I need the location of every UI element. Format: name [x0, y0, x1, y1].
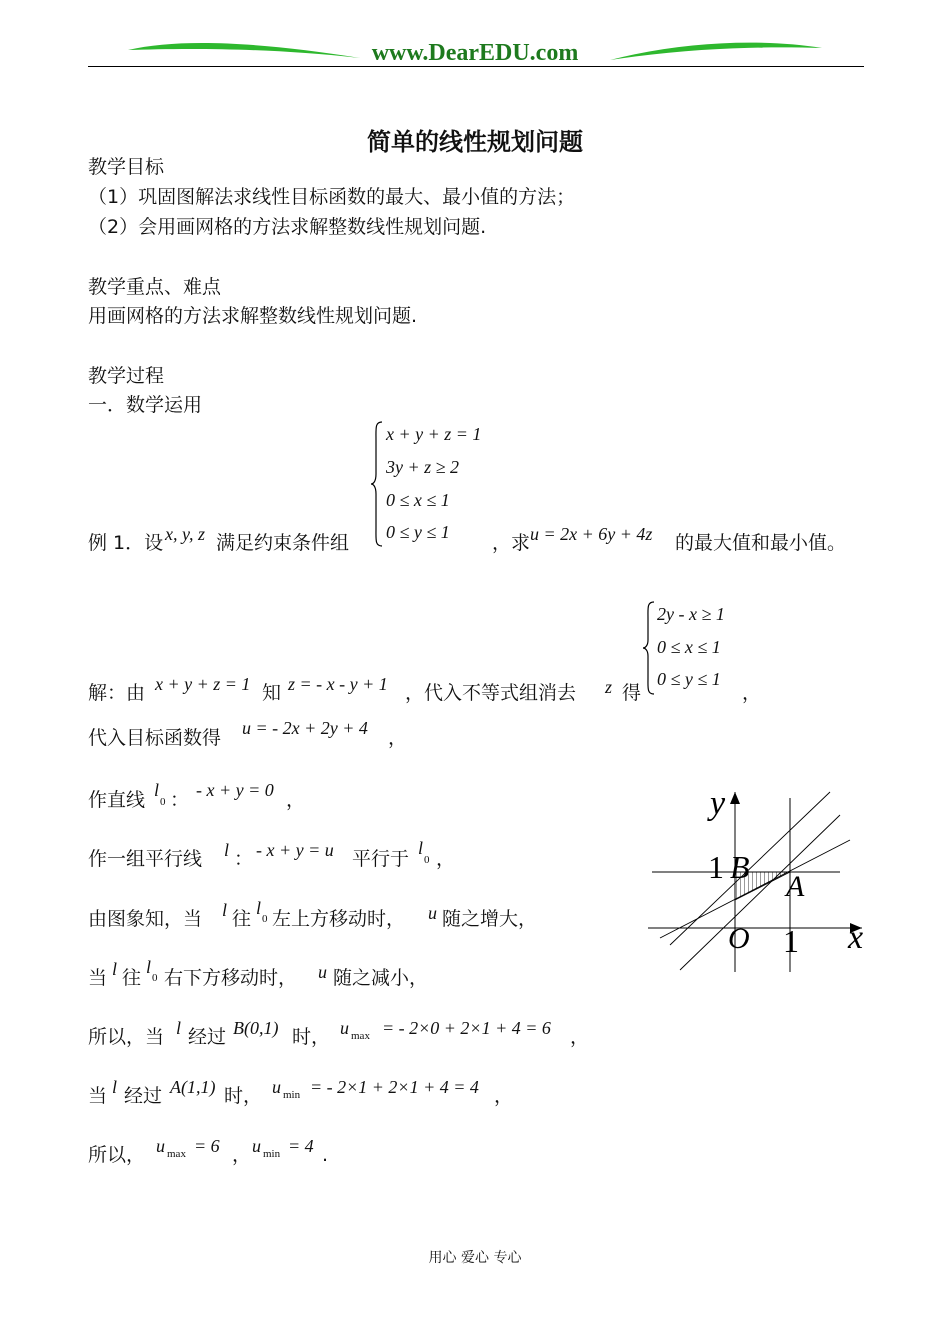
line-subscript: 0 — [424, 854, 430, 866]
solution-text: ， — [232, 1144, 252, 1166]
example-objective: u = 2x + 6y + 4z — [530, 524, 653, 544]
point-b: B(0,1) — [233, 1018, 279, 1038]
u-subscript: max — [351, 1030, 370, 1042]
process-heading: 教学过程 — [88, 365, 165, 387]
solution-text: 时， — [292, 1026, 331, 1048]
objective-item: （1）巩固图解法求线性目标函数的最大、最小值的方法； — [88, 186, 576, 208]
line-symbol: l — [224, 840, 230, 860]
site-logo-text: www.DearEDU.com — [371, 40, 579, 66]
solution-text: ， — [494, 1085, 514, 1107]
constraint: 0 ≤ x ≤ 1 — [386, 490, 450, 510]
page-footer: 用心 爱心 专心 — [428, 1250, 522, 1266]
example-vars: x, y, z — [165, 524, 205, 544]
point-b-label: B — [730, 849, 750, 885]
point-a-label: A — [786, 870, 805, 903]
line-symbol: l — [112, 1077, 118, 1097]
solution-var: z — [605, 677, 613, 697]
parallel-line — [670, 792, 830, 945]
u-symbol: u — [252, 1136, 261, 1156]
solution-eq: = - 2×0 + 2×1 + 4 = 6 — [382, 1018, 551, 1038]
example-ask-prefix: ，求 — [492, 532, 531, 554]
line-subscript: 0 — [160, 796, 166, 808]
u-symbol: u — [272, 1077, 281, 1097]
solution-text: 当 — [88, 1085, 108, 1107]
line-l0 — [680, 815, 840, 970]
solution-text: 解：由 — [88, 682, 146, 704]
objectives-heading: 教学目标 — [88, 156, 165, 178]
solution-text: ： — [234, 848, 254, 870]
objective-item: （2）会用画网格的方法求解整数线性规划问题. — [88, 216, 487, 238]
solution-text: 由图象知，当 — [88, 908, 203, 930]
line-symbol: l — [418, 838, 424, 858]
solution-eq: - x + y = 0 — [196, 780, 274, 800]
solution-text: 知 — [262, 682, 282, 704]
solution-text: 往 — [122, 967, 142, 989]
line-symbol: l — [154, 780, 160, 800]
line-symbol: l — [146, 957, 152, 977]
solution-eq: z = - x - y + 1 — [288, 674, 388, 694]
solution-eq: = 6 — [194, 1136, 220, 1156]
line-symbol: l — [256, 898, 262, 918]
solution-text: 当 — [88, 967, 108, 989]
solution-text: 作直线 — [88, 789, 146, 811]
constraint: 3y + z ≥ 2 — [386, 457, 460, 477]
line-symbol: l — [176, 1018, 182, 1038]
reduced-constraint: 2y - x ≥ 1 — [657, 604, 725, 624]
solution-eq: x + y + z = 1 — [155, 674, 251, 694]
solution-text: 经过 — [188, 1026, 227, 1048]
reduced-constraint: 0 ≤ y ≤ 1 — [657, 669, 721, 689]
solution-text: 左上方移动时， — [272, 908, 406, 930]
solution-eq: = - 2×1 + 2×1 + 4 = 4 — [310, 1077, 479, 1097]
page-title: 简单的线性规划问题 — [367, 128, 583, 156]
solution-text: 随之减小， — [333, 967, 429, 989]
y-axis-label: y — [710, 785, 726, 822]
solution-text: 时， — [224, 1085, 263, 1107]
origin-label: O — [728, 922, 750, 955]
u-subscript: min — [283, 1089, 301, 1101]
solution-text: 所以，当 — [88, 1026, 165, 1048]
tick-label-y-one: 1 — [708, 849, 724, 885]
solution-text: 右下方移动时， — [164, 967, 298, 989]
left-brace-1 — [370, 420, 384, 548]
constraint: x + y + z = 1 — [386, 424, 482, 444]
boundary-line — [660, 840, 850, 938]
left-brace-2 — [642, 600, 656, 696]
example-mid: 满足约束条件组 — [216, 532, 350, 554]
section-heading: 一．数学运用 — [88, 394, 203, 416]
solution-eq: - x + y = u — [256, 840, 334, 860]
solution-text: 经过 — [124, 1085, 163, 1107]
solution-text: 所以， — [88, 1144, 146, 1166]
u-subscript: max — [167, 1148, 186, 1160]
solution-text: 随之增大， — [442, 908, 538, 930]
line-subscript: 0 — [152, 972, 158, 984]
solution-text: ， — [436, 848, 456, 870]
reduced-constraint: 0 ≤ x ≤ 1 — [657, 637, 721, 657]
line-symbol: l — [112, 959, 118, 979]
u-symbol: u — [318, 962, 327, 982]
y-axis-arrow — [730, 792, 740, 804]
solution-eq: = 4 — [288, 1136, 314, 1156]
x-axis-label: x — [848, 919, 864, 956]
solution-text: ， — [742, 682, 762, 704]
solution-text: ， — [570, 1026, 590, 1048]
example-lead: 例 1．设 — [88, 532, 164, 554]
keypoints-text: 用画网格的方法求解整数线性规划问题. — [88, 305, 418, 327]
feasible-region-figure — [640, 780, 880, 980]
solution-eq: u = - 2x + 2y + 4 — [242, 718, 368, 738]
tick-label-x-one: 1 — [783, 923, 799, 959]
solution-text: ，代入不等式组消去 — [405, 682, 577, 704]
solution-text: 平行于 — [352, 848, 410, 870]
constraint: 0 ≤ y ≤ 1 — [386, 522, 450, 542]
solution-text: 往 — [232, 908, 252, 930]
point-a: A(1,1) — [170, 1077, 216, 1097]
solution-text: ， — [388, 727, 408, 749]
solution-text: ： — [170, 789, 190, 811]
solution-text: 作一组平行线 — [88, 848, 203, 870]
solution-text: ， — [286, 789, 306, 811]
example-ask-suffix: 的最大值和最小值。 — [675, 532, 847, 554]
keypoints-heading: 教学重点、难点 — [88, 276, 222, 298]
solution-text: 得 — [622, 682, 642, 704]
u-subscript: min — [263, 1148, 281, 1160]
u-symbol: u — [156, 1136, 165, 1156]
solution-text: . — [322, 1144, 329, 1166]
u-symbol: u — [340, 1018, 349, 1038]
u-symbol: u — [428, 903, 437, 923]
line-symbol: l — [222, 900, 228, 920]
line-subscript: 0 — [262, 913, 268, 925]
solution-text: 代入目标函数得 — [88, 727, 222, 749]
header-rule — [88, 66, 864, 67]
